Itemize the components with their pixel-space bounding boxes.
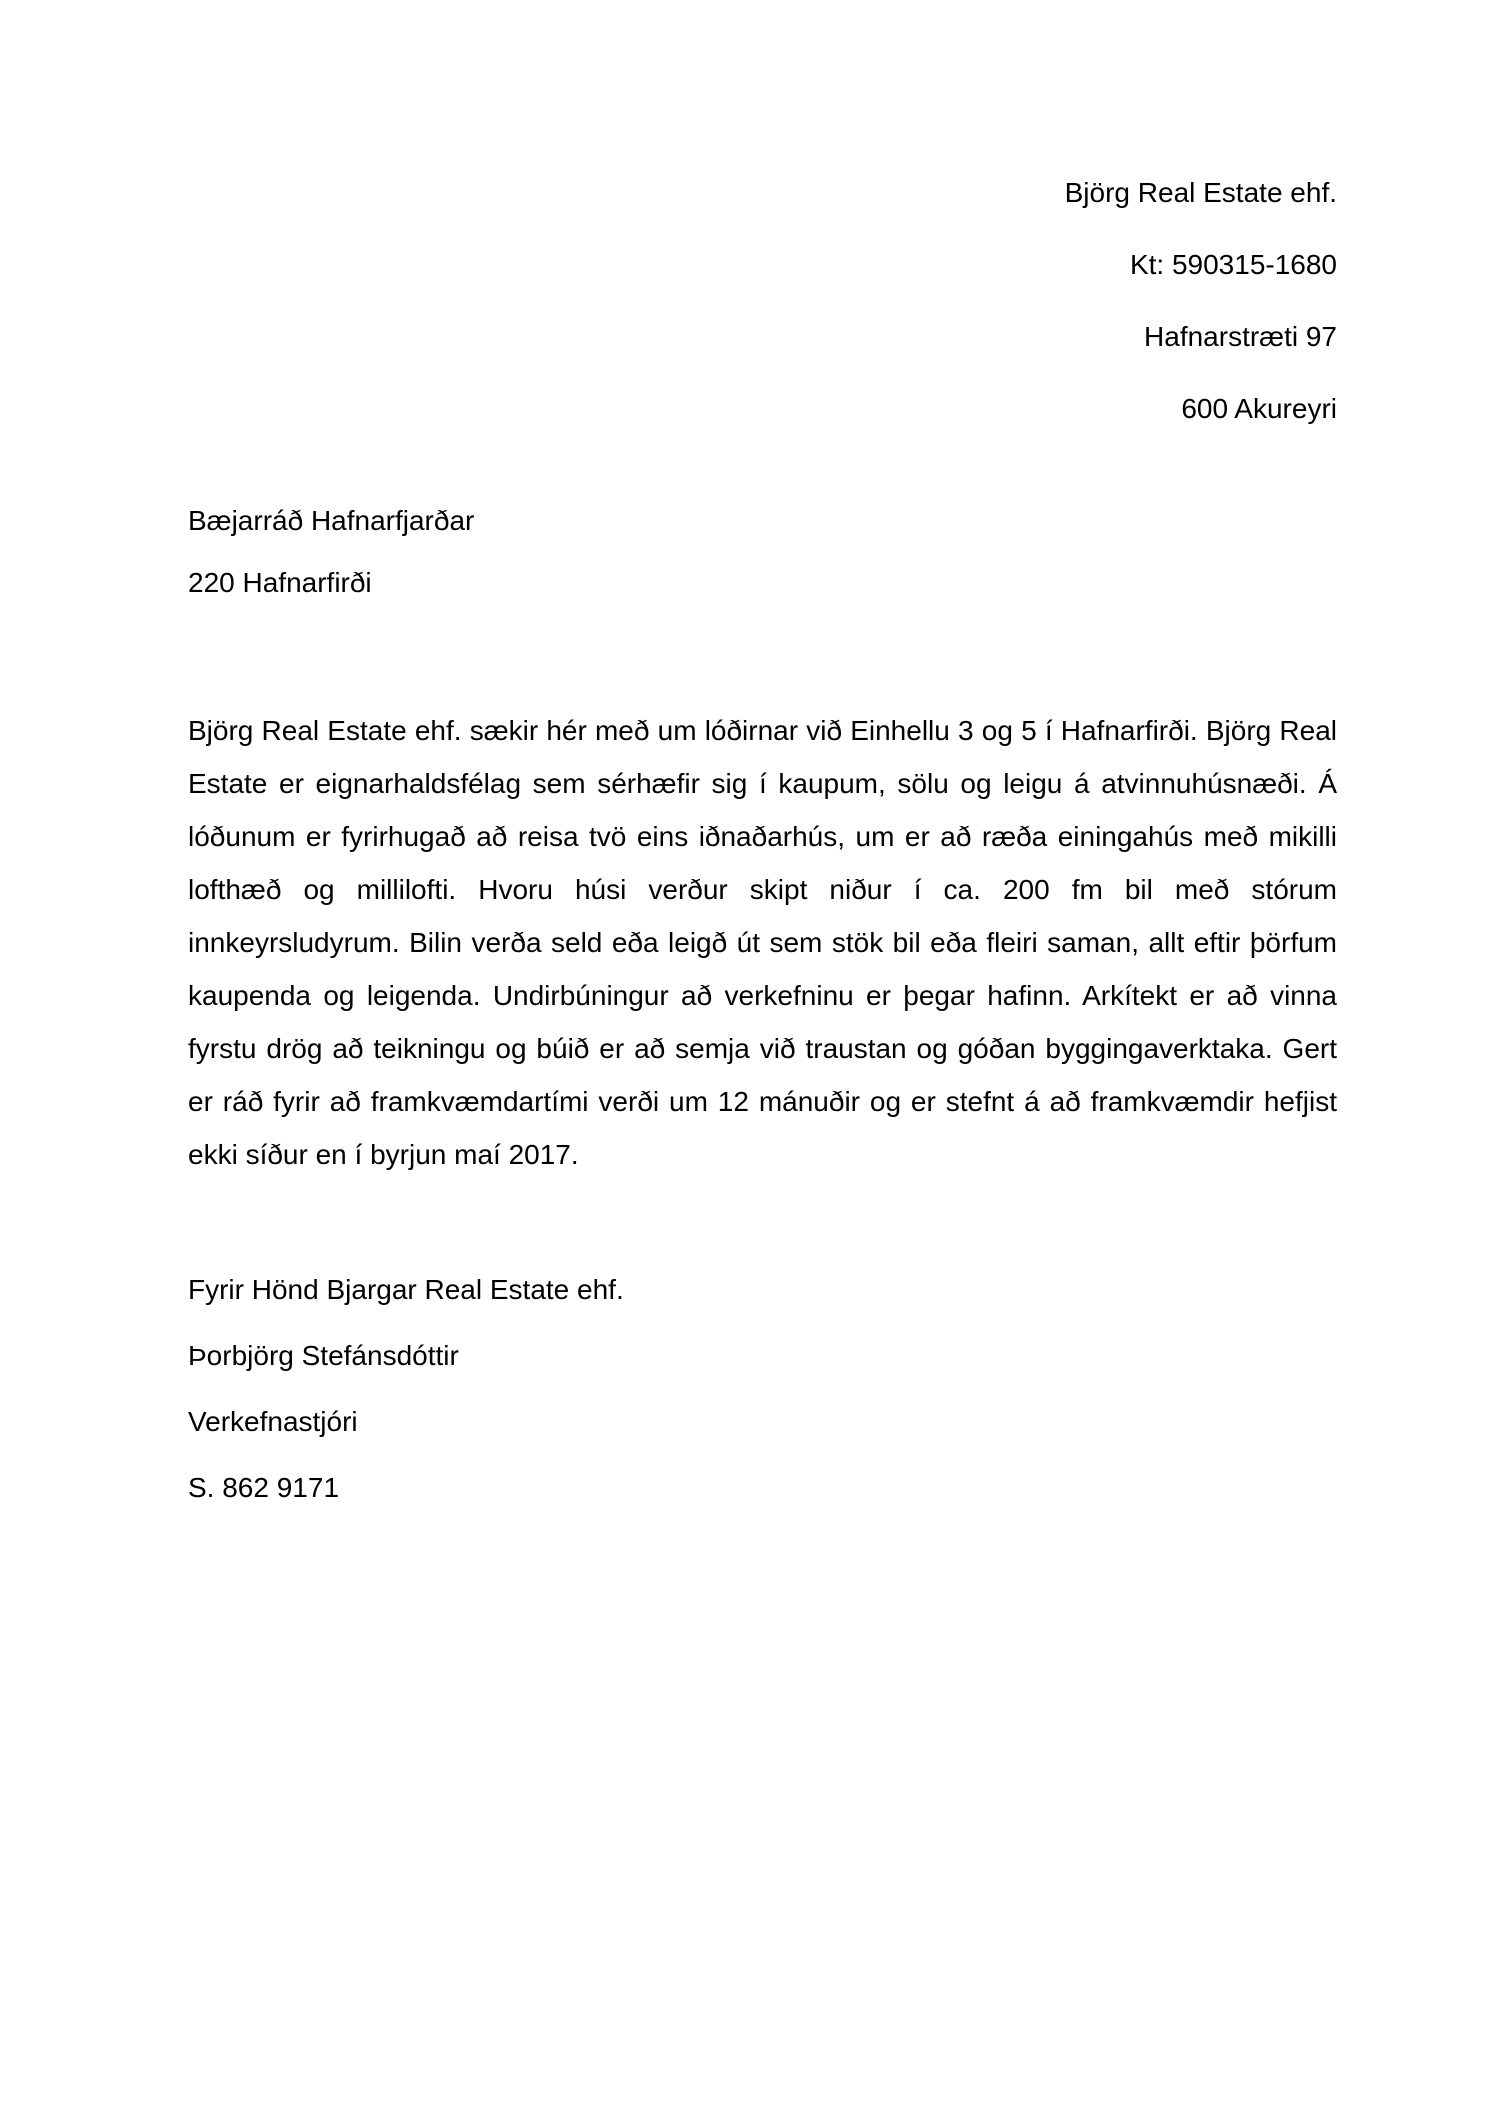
letter-body bbox=[188, 704, 1337, 1181]
sender-kennitala: Kt: 590315-1680 bbox=[1129, 249, 1337, 280]
signature-name: Þorbjörg Stefánsdóttir bbox=[188, 1340, 459, 1371]
sender-city: 600 Akureyri bbox=[1181, 393, 1337, 424]
signature-block bbox=[188, 1265, 1337, 1513]
signature-title: Verkefnastjóri bbox=[188, 1406, 358, 1437]
signature-company-line: Fyrir Hönd Bjargar Real Estate ehf. bbox=[188, 1274, 624, 1305]
signature-phone: S. 862 9171 bbox=[188, 1472, 340, 1503]
recipient-name: Bæjarráð Hafnarfjarðar bbox=[188, 505, 475, 536]
recipient-address-block bbox=[188, 496, 1337, 608]
sender-street: Hafnarstræti 97 bbox=[1144, 321, 1337, 352]
sender-name: Björg Real Estate ehf. bbox=[1064, 177, 1337, 208]
recipient-city: 220 Hafnarfirði bbox=[188, 567, 372, 598]
sender-address-block bbox=[188, 168, 1337, 434]
letter-body-paragraph: Björg Real Estate ehf. sækir hér með um lóðirnar við Einhellu 3 og 5 í Hafnarfirði. Björg Real Estate er eignarhaldsfélag sem sérhæfir sig í kaupum, sölu og leigu á atvinnuhúsnæði. Á lóðunum er fyrirhugað að reisa tvö eins iðnaðarhús, um er að ræða einingahús með mikilli lofthæð og millilofti. Hvoru húsi verður skipt niður í ca. 200 fm bil með stórum innkeyrsludyrum. Bilin verða seld eða leigð út sem stök bil eða fleiri saman, allt eftir þörfum kaupenda og leigenda. Undirbúningur að verkefninu er þegar hafinn. Arkítekt er að vinna fyrstu drög að teikningu og búið er að semja við traustan og góðan byggingaverktaka. Gert er ráð fyrir að framkvæmdartími verði um 12 mánuðir og er stefnt á að framkvæmdir hefjist ekki síður en í byrjun maí 2017. bbox=[188, 715, 1337, 1170]
